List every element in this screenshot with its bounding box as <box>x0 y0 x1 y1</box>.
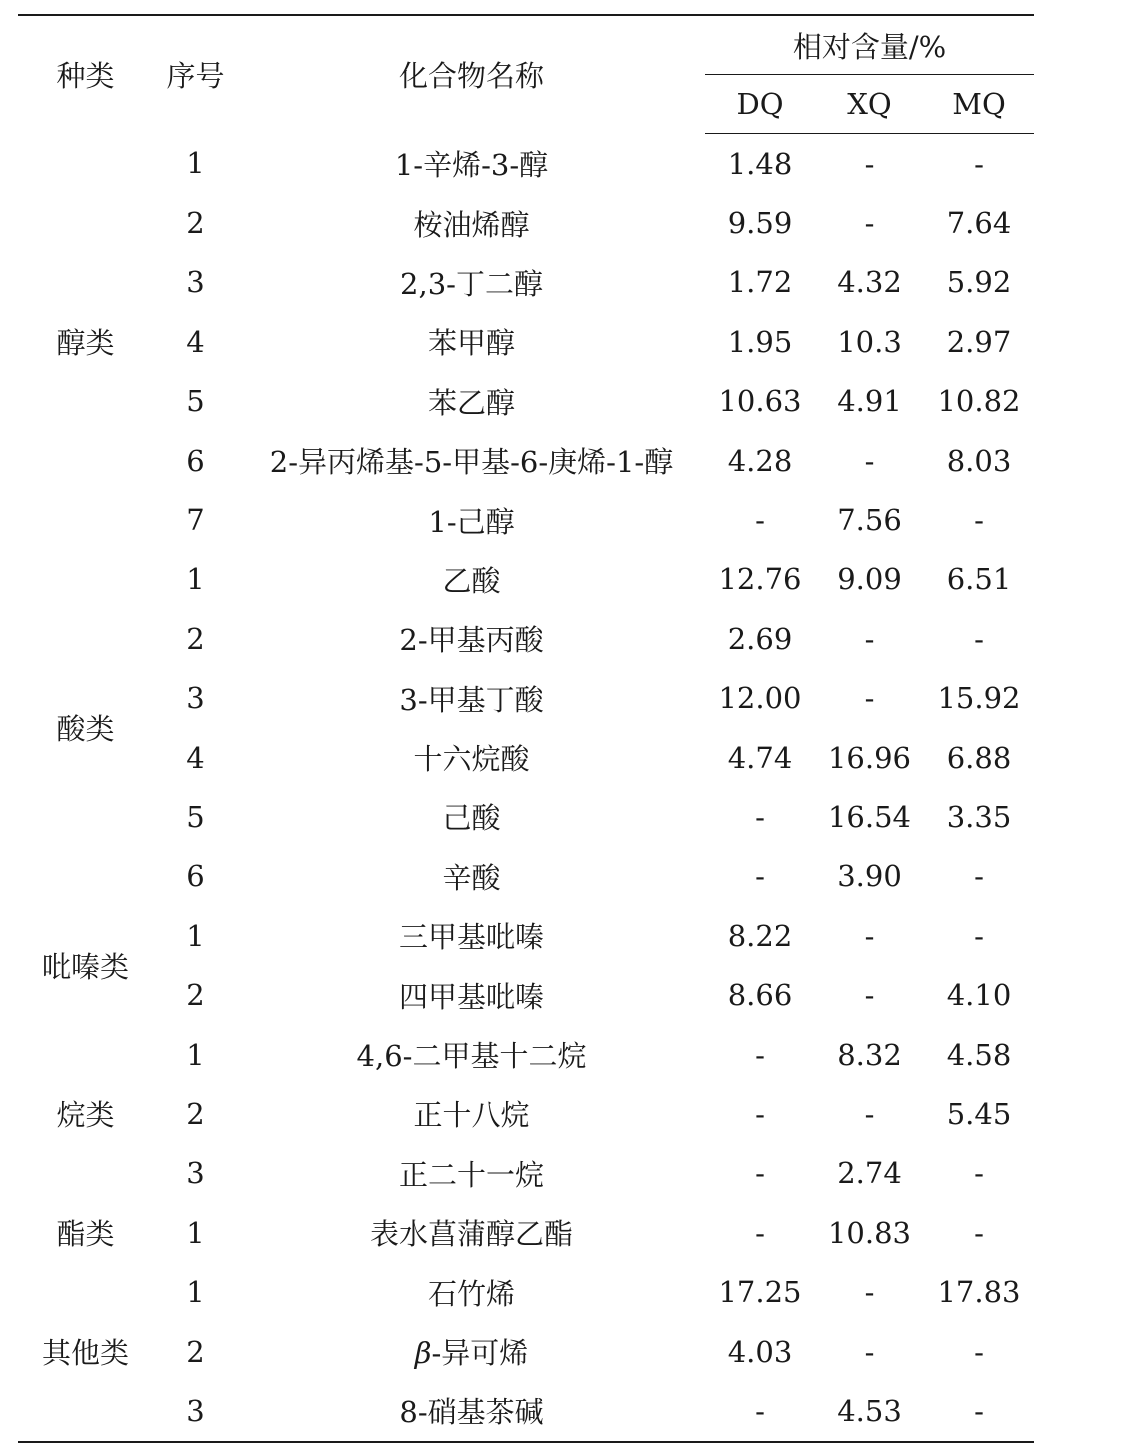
table-row <box>18 1203 1034 1262</box>
seq-cell: 3 <box>186 1393 205 1428</box>
xq-value-cell: 4.91 <box>837 384 902 419</box>
compound-name-cell: 三甲基吡嗪 <box>398 920 544 955</box>
table-row <box>18 550 1034 609</box>
table-body <box>18 134 1034 1442</box>
compound-name-cell: 1-辛烯-3-醇 <box>394 147 549 182</box>
xq-value-cell: 10.83 <box>827 1215 912 1250</box>
xq-value-cell: 9.09 <box>837 562 902 597</box>
dq-value-cell: 1.72 <box>727 265 793 300</box>
dq-value-cell: 17.25 <box>718 1275 802 1310</box>
mq-value-cell: - <box>974 918 984 953</box>
table-row <box>18 253 1034 312</box>
header-relative-content-label: 相对含量/% <box>792 29 947 64</box>
mq-value-cell: 5.92 <box>946 265 1012 300</box>
compound-name-cell: 2-异丙烯基-5-甲基-6-庚烯-1-醇 <box>269 445 674 480</box>
seq-cell: 1 <box>186 146 205 181</box>
mq-value-cell: - <box>974 1393 984 1428</box>
mq-value-cell: 7.64 <box>946 206 1012 241</box>
seq-cell: 6 <box>186 859 205 894</box>
table-row <box>18 787 1034 846</box>
category-cell: 烷类 <box>56 1098 115 1133</box>
seq-cell: 7 <box>186 503 205 538</box>
seq-cell: 5 <box>186 384 205 419</box>
dq-value-cell: 12.76 <box>718 562 802 597</box>
mq-value-cell: 10.82 <box>937 384 1021 419</box>
dq-value-cell: 4.03 <box>727 1334 793 1369</box>
mq-value-cell: 4.58 <box>946 1037 1012 1072</box>
table-row <box>18 431 1034 490</box>
mq-value-cell: - <box>974 621 984 656</box>
compound-name-cell: 2,3-丁二醇 <box>400 266 543 301</box>
category-cell: 酸类 <box>56 712 115 747</box>
xq-value-cell: - <box>864 1096 875 1131</box>
dq-value-cell: - <box>755 503 765 538</box>
compound-name-cell: 乙酸 <box>442 563 501 598</box>
dq-value-cell: - <box>755 859 765 894</box>
xq-value-cell: - <box>864 206 875 241</box>
mq-value-cell: 17.83 <box>937 1275 1021 1310</box>
seq-cell: 1 <box>186 1275 205 1310</box>
xq-value-cell: 4.32 <box>837 265 902 300</box>
category-cell: 其他类 <box>41 1336 129 1370</box>
dq-value-cell: 8.22 <box>727 918 793 953</box>
table-row <box>18 1322 1034 1381</box>
table-row <box>18 965 1034 1024</box>
table-row <box>18 490 1034 549</box>
header-relative-content <box>705 15 1034 75</box>
table-header <box>18 15 1034 134</box>
compound-name-cell: 己酸 <box>442 801 501 836</box>
mq-value-cell: 6.51 <box>946 562 1012 597</box>
header-category: 种类 <box>56 59 115 94</box>
xq-value-cell: 8.32 <box>837 1037 902 1072</box>
table-row <box>18 1262 1034 1321</box>
compound-name-cell: 苯甲醇 <box>427 326 515 361</box>
mq-value-cell: 4.10 <box>946 978 1012 1013</box>
seq-cell: 3 <box>186 681 205 716</box>
table-row <box>18 1025 1034 1084</box>
dq-value-cell: - <box>755 799 765 834</box>
mq-value-cell: - <box>974 1156 984 1191</box>
greek-prefix: β <box>414 1336 432 1370</box>
compound-name-cell: β-异可烯 <box>414 1336 529 1370</box>
seq-cell: 5 <box>186 799 205 834</box>
mq-value-cell: - <box>974 1215 984 1250</box>
mq-value-cell: 2.97 <box>946 324 1012 359</box>
dq-value-cell: 8.66 <box>727 978 793 1013</box>
xq-value-cell: 3.90 <box>837 859 902 894</box>
mq-value-cell: 15.92 <box>937 681 1021 716</box>
dq-value-cell: 2.69 <box>727 621 793 656</box>
table-row <box>18 1144 1034 1203</box>
compound-name-cell: 正十八烷 <box>413 1098 530 1133</box>
mq-value-cell: 8.03 <box>946 443 1012 478</box>
xq-value-cell: - <box>864 621 875 656</box>
header-mq: MQ <box>924 75 1034 134</box>
mq-value-cell: 5.45 <box>946 1096 1012 1131</box>
seq-cell: 2 <box>186 1334 205 1369</box>
seq-cell: 1 <box>186 1037 205 1072</box>
table-row <box>18 312 1034 371</box>
xq-value-cell: 7.56 <box>837 503 902 538</box>
seq-cell: 2 <box>186 206 205 241</box>
xq-value-cell: - <box>864 918 875 953</box>
xq-value-cell: - <box>864 146 875 181</box>
xq-value-cell: - <box>864 681 875 716</box>
dq-value-cell: 4.74 <box>727 740 793 775</box>
mq-value-cell: - <box>974 859 984 894</box>
seq-cell: 6 <box>186 443 205 478</box>
header-name: 化合物名称 <box>398 59 544 94</box>
dq-value-cell: 9.59 <box>727 206 793 241</box>
dq-value-cell: 4.28 <box>727 443 793 478</box>
table-row <box>18 1381 1034 1441</box>
seq-cell: 1 <box>186 562 205 597</box>
compound-name-cell: 4,6-二甲基十二烷 <box>356 1039 587 1074</box>
compound-name-cell: 正二十一烷 <box>398 1157 544 1192</box>
category-cell: 吡嗪类 <box>41 949 129 984</box>
table-row <box>18 669 1034 728</box>
mq-value-cell: 3.35 <box>946 799 1012 834</box>
header-seq: 序号 <box>166 59 225 94</box>
xq-value-cell: 10.3 <box>837 324 902 359</box>
table-row <box>18 728 1034 787</box>
compound-name-cell: 十六烷酸 <box>413 742 530 777</box>
seq-cell: 1 <box>186 918 205 953</box>
dq-value-cell: - <box>755 1215 765 1250</box>
compound-name-cell: 表水菖蒲醇乙酯 <box>369 1217 573 1252</box>
dq-value-cell: 12.00 <box>718 681 802 716</box>
dq-value-cell: - <box>755 1156 765 1191</box>
mq-value-cell: - <box>974 1334 984 1369</box>
seq-cell: 4 <box>186 740 205 775</box>
xq-value-cell: 2.74 <box>837 1156 902 1191</box>
table-row <box>18 372 1034 431</box>
xq-value-cell: - <box>864 443 875 478</box>
mq-value-cell: 6.88 <box>946 740 1012 775</box>
compound-name-cell: 四甲基吡嗪 <box>398 979 544 1014</box>
mq-value-cell: - <box>974 503 984 538</box>
dq-value-cell: - <box>755 1037 765 1072</box>
header-dq: DQ <box>705 75 815 134</box>
seq-cell: 1 <box>186 1215 205 1250</box>
compound-name-cell: 石竹烯 <box>427 1276 515 1311</box>
dq-value-cell: - <box>755 1096 765 1131</box>
xq-value-cell: 16.54 <box>827 799 912 834</box>
compound-name-cell: 辛酸 <box>442 860 501 895</box>
seq-cell: 2 <box>186 978 205 1013</box>
compound-name-cell: 8-硝基茶碱 <box>399 1395 544 1430</box>
compound-name-cell: 2-甲基丙酸 <box>399 623 544 658</box>
xq-value-cell: 4.53 <box>837 1393 902 1428</box>
xq-value-cell: - <box>864 1334 875 1369</box>
xq-value-cell: - <box>864 978 875 1013</box>
table-row <box>18 847 1034 906</box>
table-row <box>18 1084 1034 1143</box>
compound-name-cell: 苯乙醇 <box>427 385 515 420</box>
table-row <box>18 134 1034 194</box>
seq-cell: 3 <box>186 1156 205 1191</box>
header-xq: XQ <box>815 75 924 134</box>
seq-cell: 4 <box>186 324 205 359</box>
xq-value-cell: - <box>864 1275 875 1310</box>
dq-value-cell: 1.48 <box>727 146 793 181</box>
seq-cell: 3 <box>186 265 205 300</box>
dq-value-cell: 1.95 <box>727 324 793 359</box>
compound-name-cell: 桉油烯醇 <box>413 207 530 242</box>
category-cell: 醇类 <box>56 326 115 361</box>
mq-value-cell: - <box>974 146 984 181</box>
xq-value-cell: 16.96 <box>827 740 912 775</box>
table-row <box>18 193 1034 252</box>
category-cell: 酯类 <box>56 1217 115 1252</box>
seq-cell: 2 <box>186 1096 205 1131</box>
compound-name-cell: 1-己醇 <box>428 504 515 539</box>
dq-value-cell: - <box>755 1393 765 1428</box>
compound-table-container <box>18 14 1034 1443</box>
table-row <box>18 906 1034 965</box>
table-row <box>18 609 1034 668</box>
seq-cell: 2 <box>186 621 205 656</box>
dq-value-cell: 10.63 <box>718 384 802 419</box>
compound-table <box>18 14 1034 1443</box>
compound-name-cell: 3-甲基丁酸 <box>399 682 544 717</box>
